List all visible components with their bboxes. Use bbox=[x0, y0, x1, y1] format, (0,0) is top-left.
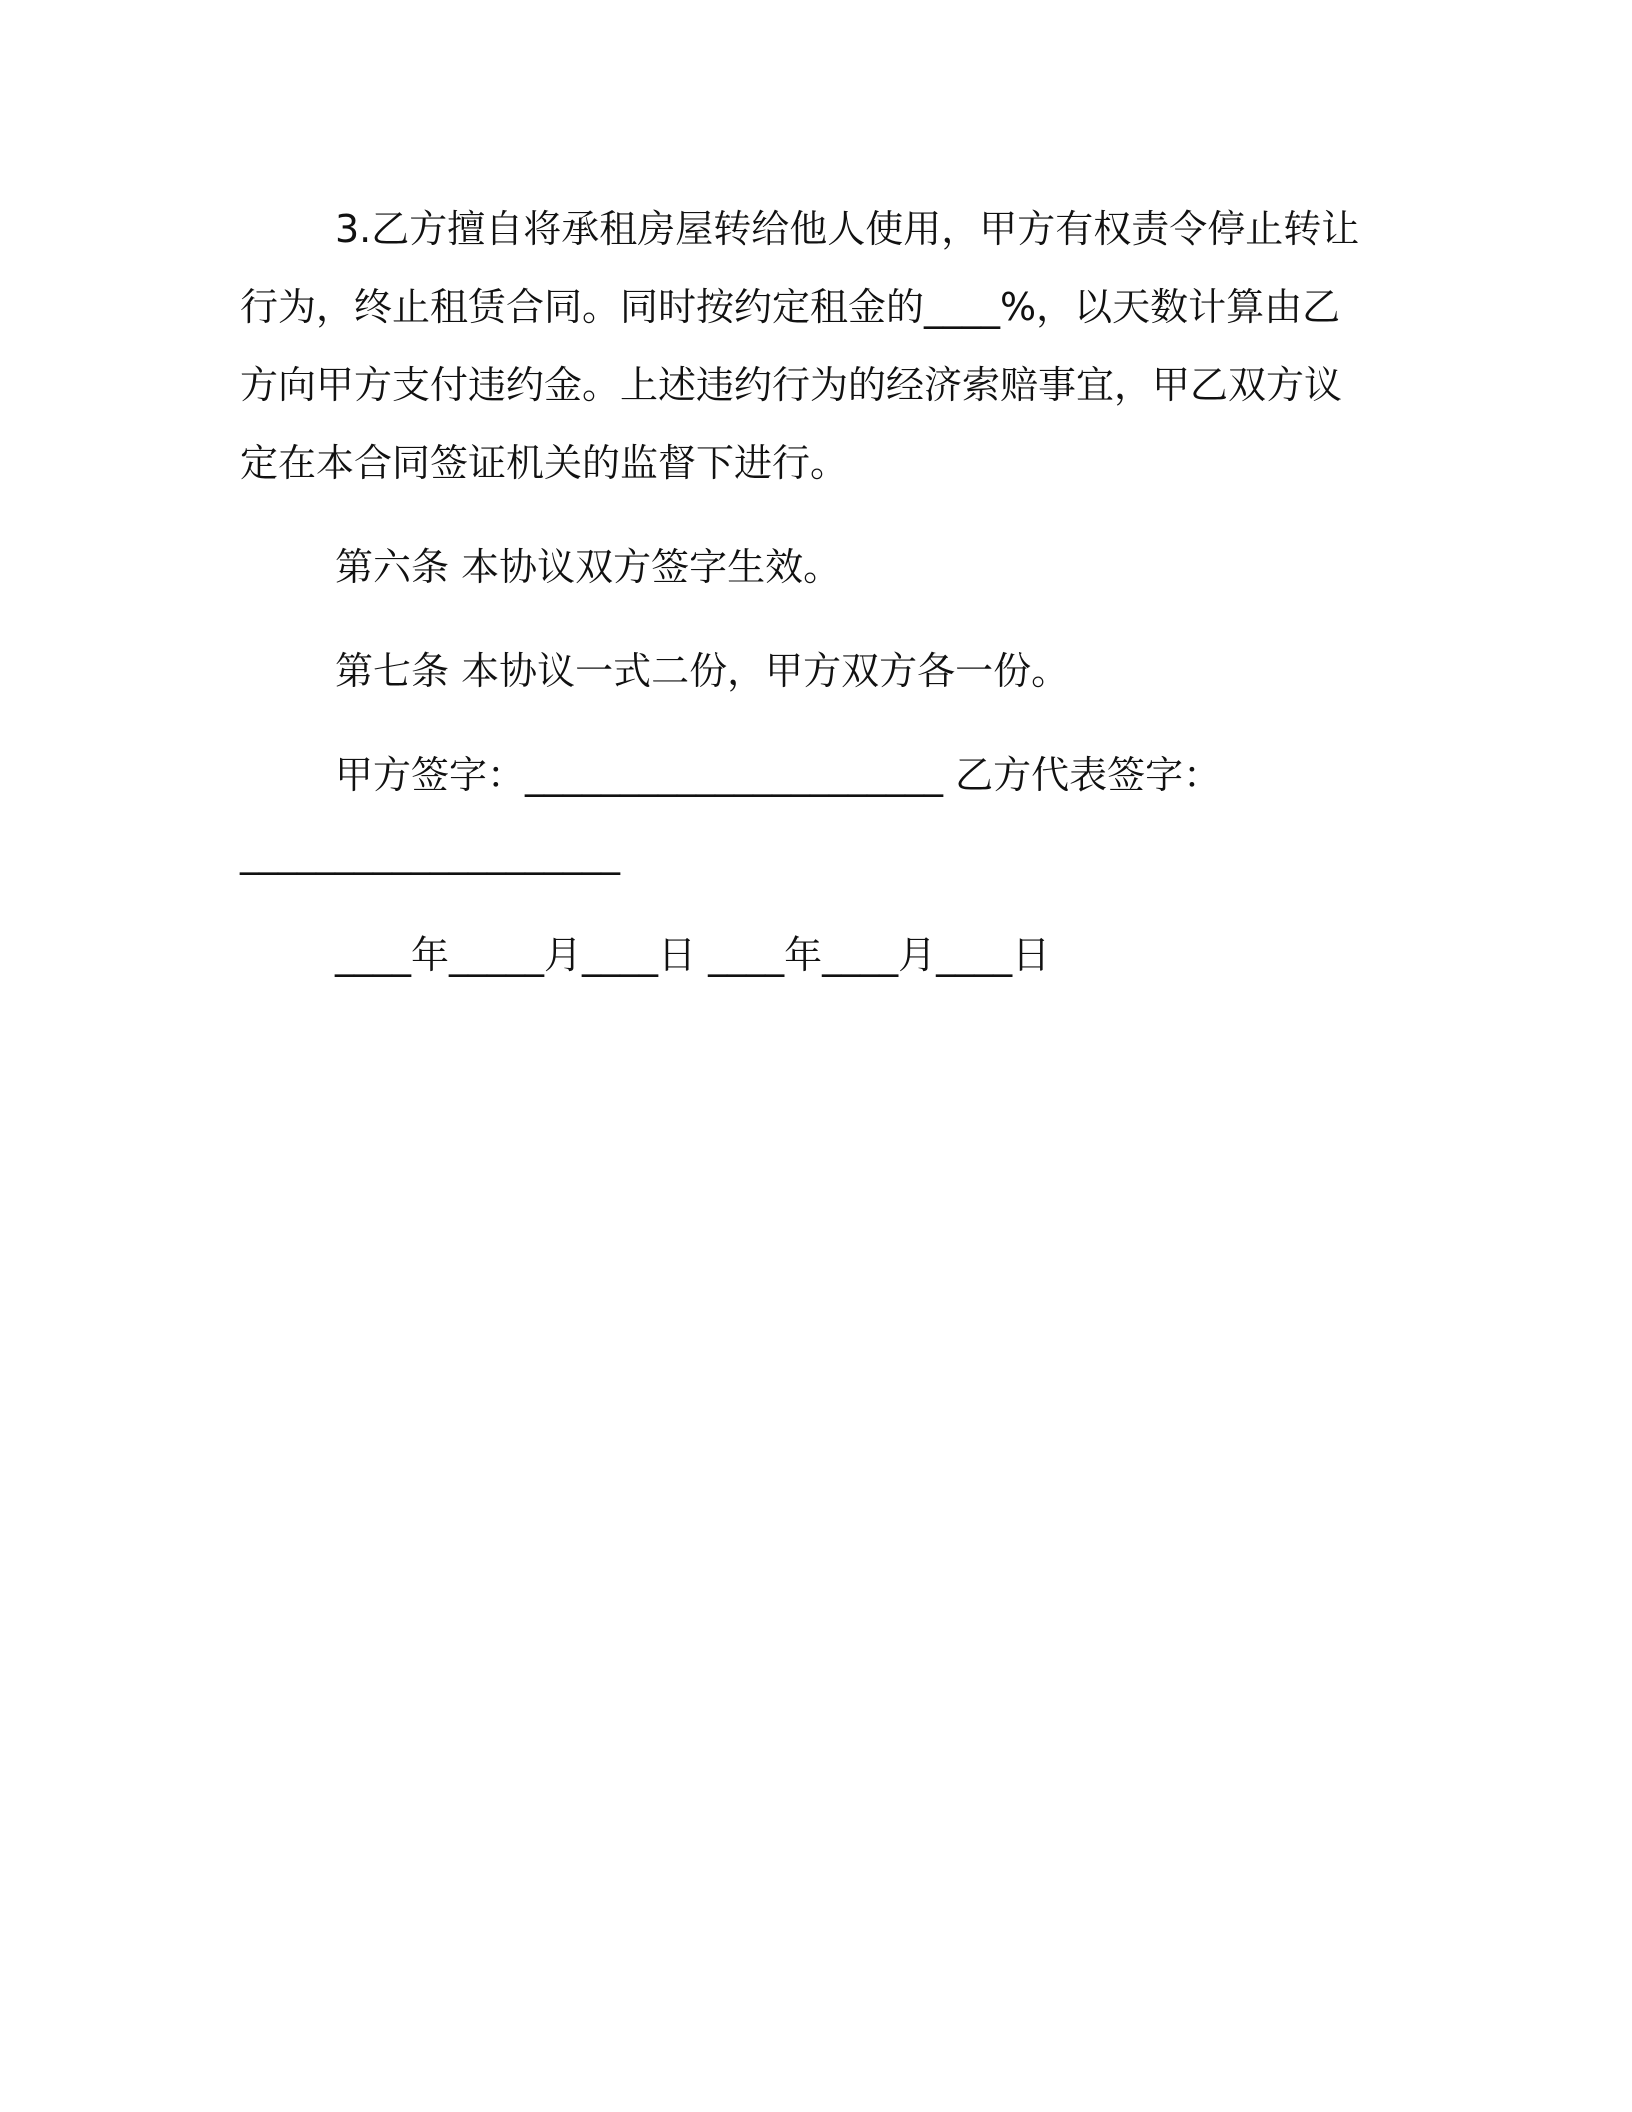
signature-line: 甲方签字：______________________ 乙方代表签字： bbox=[335, 753, 1222, 797]
date-line: ____年_____月____日 ____年____月____日 bbox=[335, 933, 1051, 977]
signature-line-continuation: ____________________ bbox=[240, 831, 620, 875]
article-7-paragraph: 第七条 本协议一式二份，甲方双方各一份。 bbox=[335, 649, 1070, 693]
clause-3-paragraph: 3.乙方擅自将承租房屋转给他人使用，甲方有权责令停止转让行为，终止租赁合同。同时按约定租金的____%，以天数计算由乙方向甲方支付违约金。上述违约行为的经济索赔事宜，甲乙双方议定在本合同签证机关的监督下进行。 bbox=[240, 207, 1360, 485]
article-6-paragraph: 第六条 本协议双方签字生效。 bbox=[335, 545, 842, 589]
document-body bbox=[240, 190, 1370, 994]
